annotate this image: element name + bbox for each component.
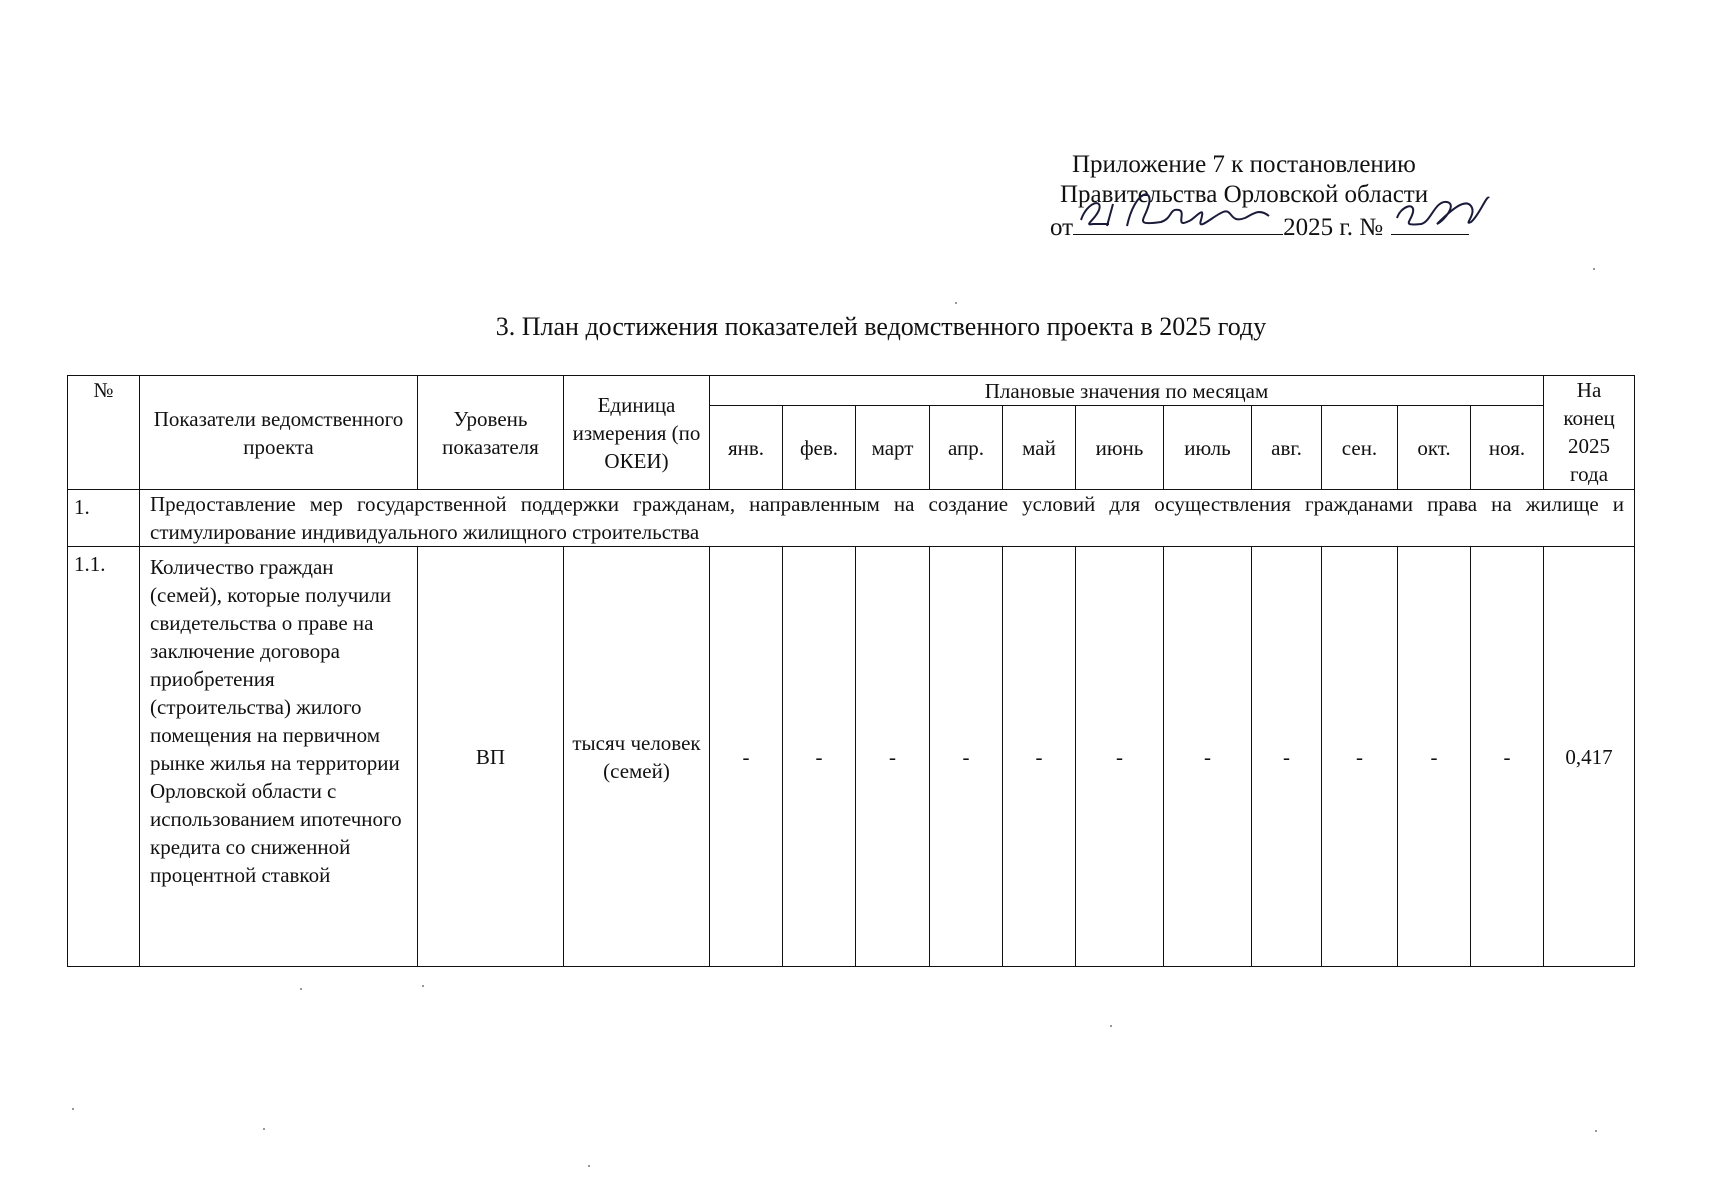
header-month: июль — [1164, 406, 1252, 490]
table-row — [68, 547, 1635, 967]
indicators-table — [67, 375, 1635, 967]
scan-speck — [1110, 1025, 1112, 1027]
year-number-label: 2025 г. № — [1283, 214, 1384, 241]
month-value: - — [1252, 547, 1322, 967]
end-of-year-value: 0,417 — [1544, 547, 1635, 967]
month-value: - — [1164, 547, 1252, 967]
scan-speck — [263, 1128, 265, 1130]
indicator-unit: тысяч человек (семей) — [564, 547, 710, 967]
handwritten-number-signature — [1391, 180, 1491, 236]
section-number: 1. — [68, 490, 140, 547]
appendix-line-2: Правительства Орловской области — [1060, 181, 1429, 208]
header-end-of-year: На конец 2025 года — [1544, 376, 1635, 490]
date-field — [1073, 210, 1283, 235]
month-value: - — [856, 547, 930, 967]
scan-speck — [955, 302, 957, 304]
header-monthly-group: Плановые значения по месяцам — [710, 376, 1544, 406]
header-month: авг. — [1252, 406, 1322, 490]
handwritten-date-signature — [1073, 180, 1283, 236]
header-month: апр. — [930, 406, 1003, 490]
number-field — [1391, 210, 1469, 235]
month-value: - — [1322, 547, 1398, 967]
table-row — [68, 490, 1635, 547]
header-unit: Единица измерения (по ОКЕИ) — [564, 376, 710, 490]
month-value: - — [710, 547, 783, 967]
month-value: - — [930, 547, 1003, 967]
header-month: сен. — [1322, 406, 1398, 490]
header-no: № — [68, 376, 140, 490]
header-month: фев. — [783, 406, 856, 490]
from-label: от — [1050, 214, 1074, 241]
scan-speck — [422, 985, 424, 987]
section-text: Предоставление мер государственной поддержки гражданам, направленным на создание условий для осуществления гражданами права на жилище и стимулирование индивидуального жилищного строительства — [140, 490, 1635, 547]
month-value: - — [1471, 547, 1544, 967]
scan-speck — [1593, 268, 1595, 270]
header-month: май — [1003, 406, 1076, 490]
header-month: июнь — [1076, 406, 1164, 490]
header-month: ноя. — [1471, 406, 1544, 490]
scan-speck — [588, 1165, 590, 1167]
appendix-header — [1040, 150, 1500, 243]
indicator-level: ВП — [418, 547, 564, 967]
appendix-line-3 — [1040, 210, 1500, 243]
month-value: - — [1398, 547, 1471, 967]
header-month: окт. — [1398, 406, 1471, 490]
row-number: 1.1. — [68, 547, 140, 967]
month-value: - — [783, 547, 856, 967]
indicator-name: Количество граждан (семей), которые получили свидетельства о праве на заключение договора приобретения (строительства) жилого помещения на первичном рынке жилья на территории Орловской области с использованием ипотечного кредита со сниженной процентной ставкой — [140, 547, 418, 967]
header-level: Уровень показателя — [418, 376, 564, 490]
month-value: - — [1003, 547, 1076, 967]
header-month: янв. — [710, 406, 783, 490]
appendix-line-1: Приложение 7 к постановлению — [1072, 151, 1416, 178]
scan-speck — [72, 1108, 74, 1110]
header-indicator: Показатели ведомственного проекта — [140, 376, 418, 490]
header-month: март — [856, 406, 930, 490]
month-value: - — [1076, 547, 1164, 967]
scan-speck — [300, 988, 302, 990]
scan-speck — [1595, 1130, 1597, 1132]
page-title: 3. План достижения показателей ведомственного проекта в 2025 году — [495, 312, 1267, 341]
